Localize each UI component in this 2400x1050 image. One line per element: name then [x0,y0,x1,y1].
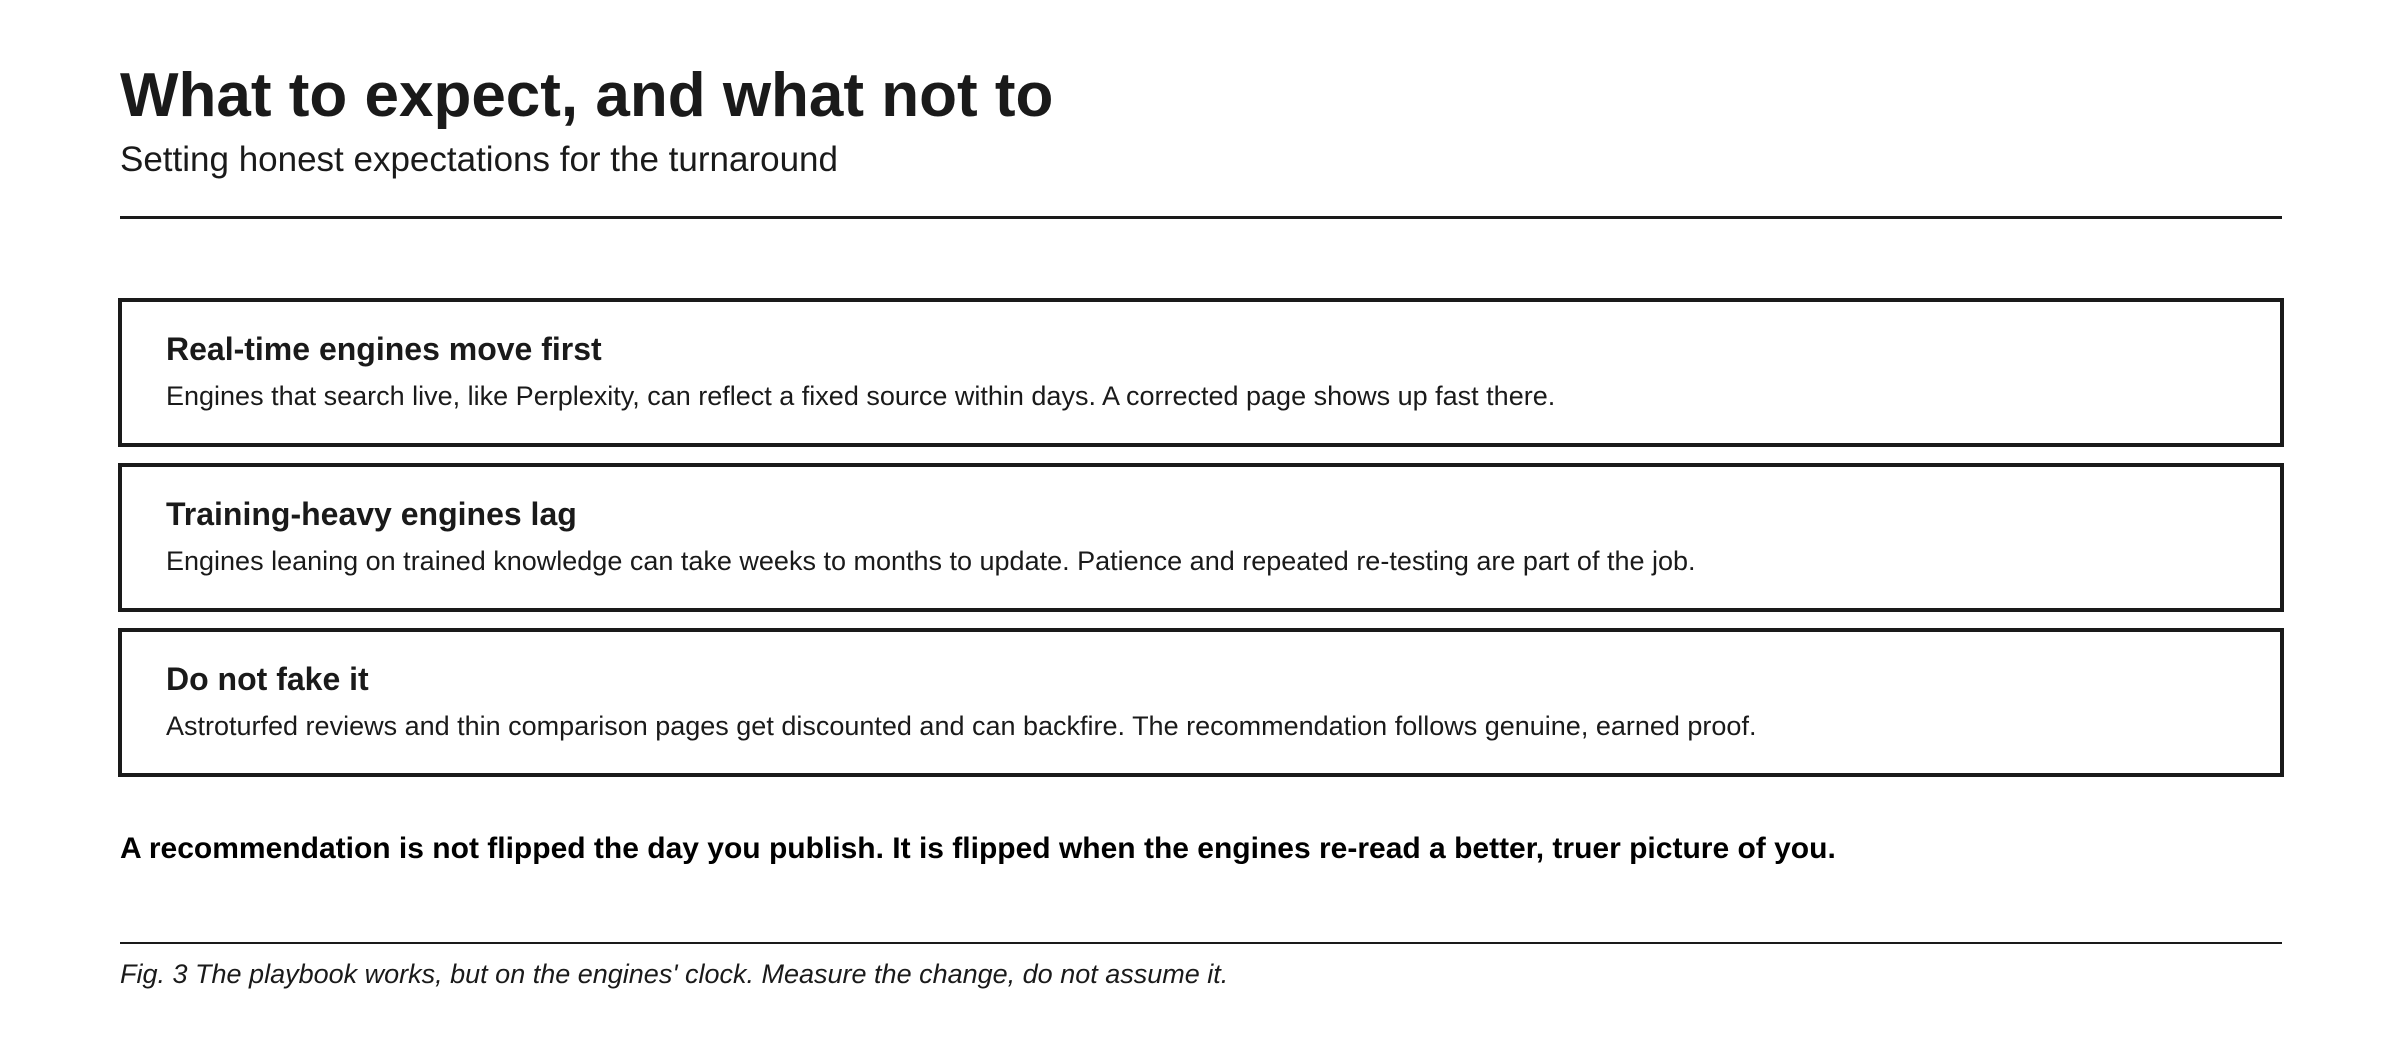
caption-divider [120,942,2282,944]
card-body: Astroturfed reviews and thin comparison pages get discounted and can backfire. The recommendation follows genuine, earned proof. [166,711,1757,741]
card-title: Training-heavy engines lag [166,496,577,532]
figure-caption: Fig. 3 The playbook works, but on the engines' clock. Measure the change, do not assume it. [120,959,1229,989]
key-takeaway: A recommendation is not flipped the day you publish. It is flipped when the engines re-read a better, truer picture of you. [120,832,1836,865]
card-do-not-fake-it [118,628,2284,777]
card-body: Engines leaning on trained knowledge can take weeks to months to update. Patience and repeated re-testing are part of the job. [166,546,1696,576]
card-title: Real-time engines move first [166,331,602,367]
header-divider [120,216,2282,219]
card-training-heavy-engines [118,463,2284,612]
card-body: Engines that search live, like Perplexity, can reflect a fixed source within days. A corrected page shows up fast there. [166,381,1556,411]
page-title: What to expect, and what not to [120,61,1054,130]
card-title: Do not fake it [166,661,369,697]
page-subtitle: Setting honest expectations for the turnaround [120,140,838,179]
expectation-cards [118,298,2284,793]
card-real-time-engines [118,298,2284,447]
page-header [120,58,2282,182]
